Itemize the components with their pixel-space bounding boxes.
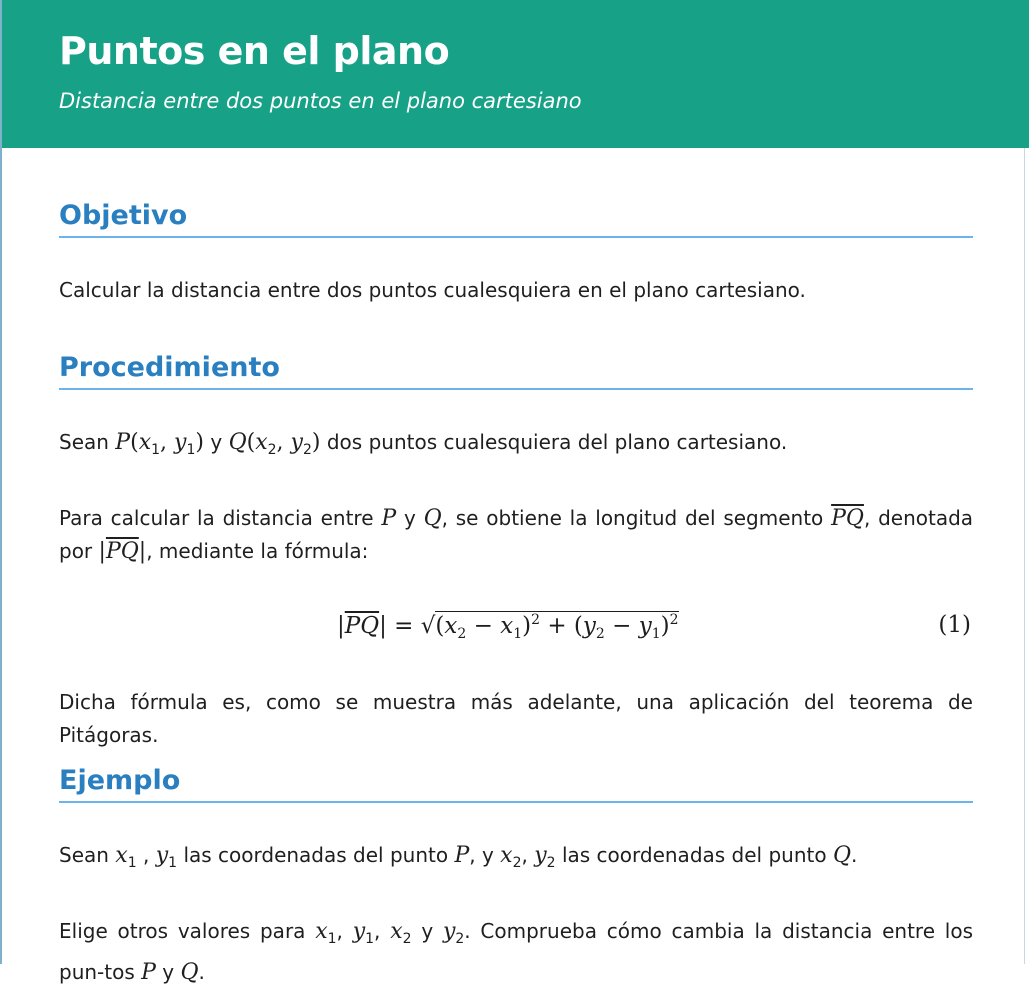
objetivo-text: Calcular la distancia entre dos puntos cualesquiera en el plano cartesiano. — [59, 278, 806, 302]
formula-expression: $|\overline{PQ}| = √(x_2 - x_1)^2 + (y_2 - y_1)^2$ — [337, 612, 679, 642]
equation-number: (1) — [938, 612, 971, 638]
ejemplo-paragraph-2: Elige otros valores para $x_1$, $y_1$, $x_2$ y $y_2$. Comprueba cómo cambia la distancia entre los pun-tos P y Q. — [59, 919, 974, 985]
page-subtitle: Distancia entre dos puntos en el plano cartesiano — [59, 89, 582, 113]
procedimiento-paragraph-2: Para calcular la distancia entre P y Q, se obtiene la longitud del segmento $\overline{PQ}$, denotada por $|\overline{PQ}|$, mediante la fórmula: — [59, 506, 974, 564]
header-banner — [2, 0, 1029, 148]
distance-formula — [59, 606, 973, 650]
procedimiento-paragraph-1: Sean $P(x_1$, $y_1$) y $Q(x_2$, $y_2$) dos puntos cualesquiera del plano cartesiano. — [59, 430, 788, 458]
section-title-ejemplo: Ejemplo — [59, 765, 973, 803]
section-title-objetivo: Objetivo — [59, 200, 973, 238]
procedimiento-paragraph-3: Dicha fórmula es, como se muestra más adelante, una aplicación del teorema de Pitágoras. — [59, 690, 973, 747]
ejemplo-paragraph-1: Sean $x_1$ , $y_1$ las coordenadas del punto P, y $x_2$, $y_2$ las coordenadas del punto Q. — [59, 843, 858, 871]
page-title: Puntos en el plano — [59, 29, 450, 73]
section-title-procedimiento: Procedimiento — [59, 352, 973, 390]
